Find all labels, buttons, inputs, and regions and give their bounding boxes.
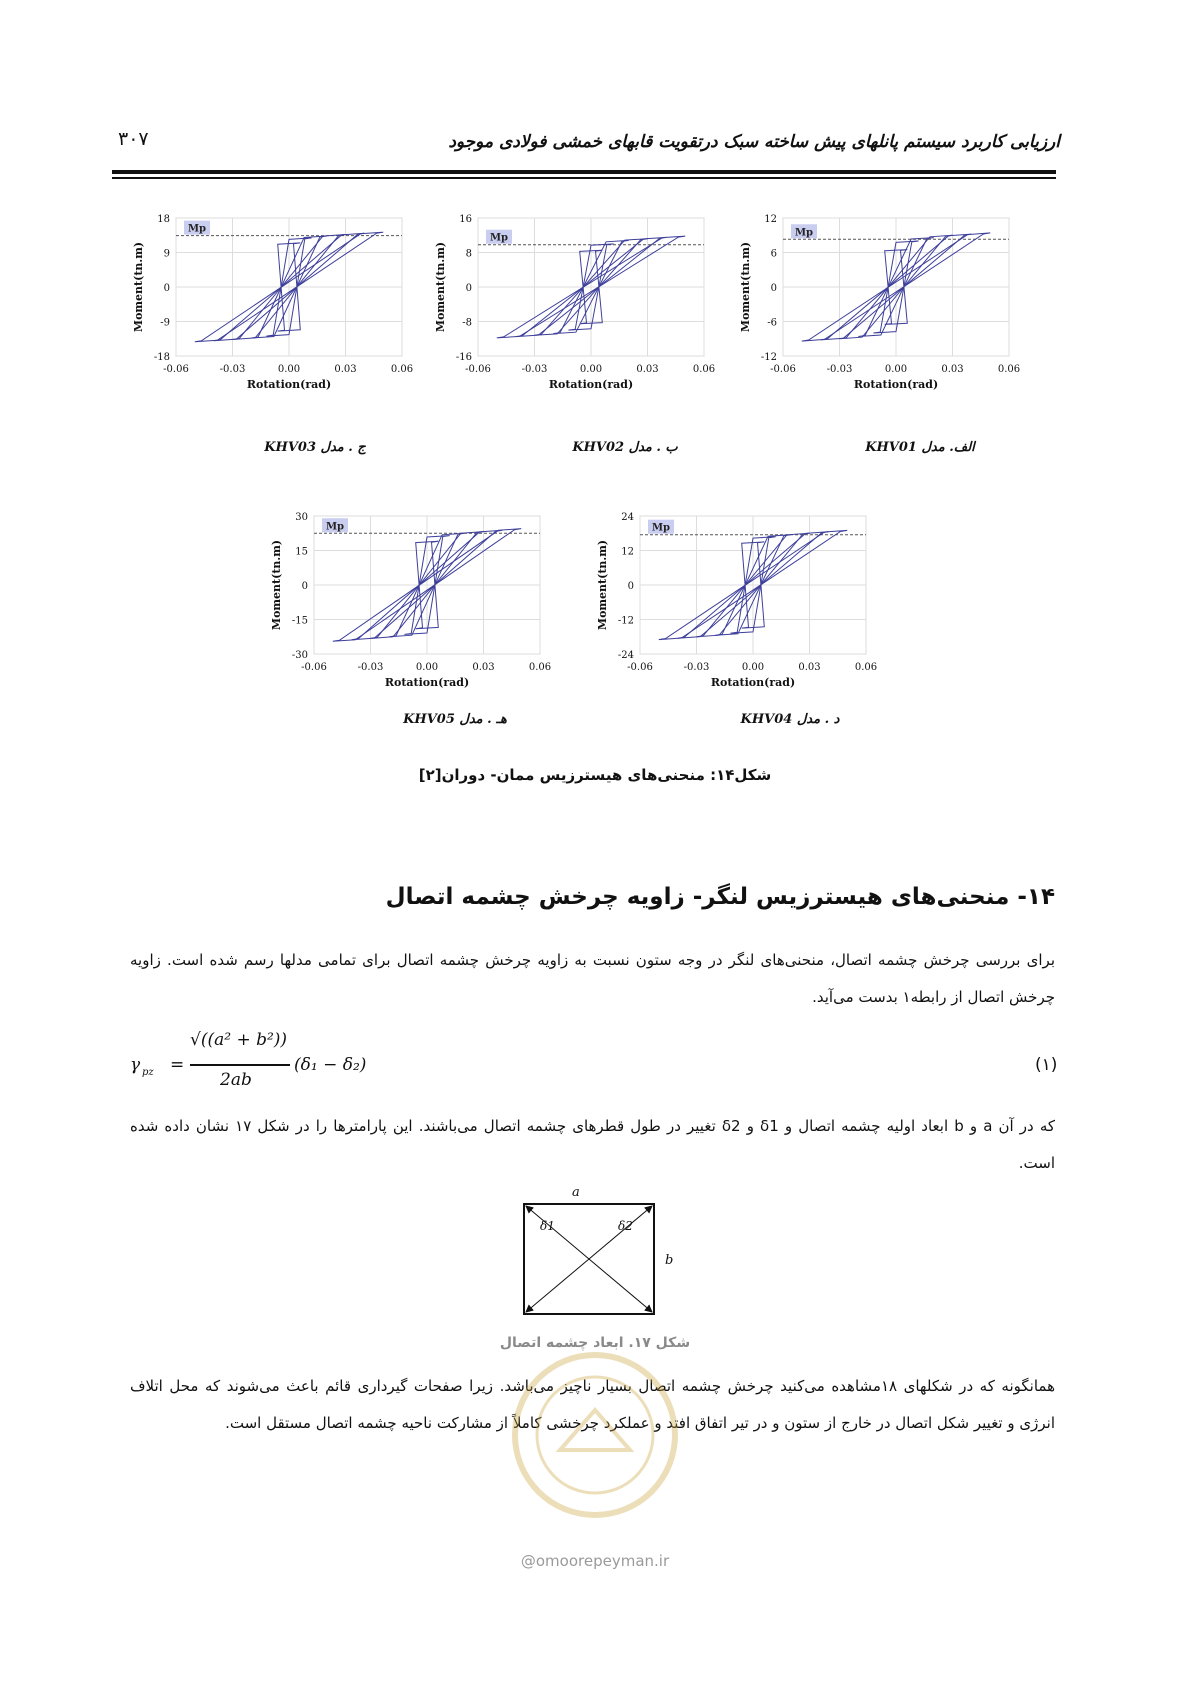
x-tick-label: 0.06 xyxy=(390,364,414,375)
y-tick-label: 0 xyxy=(163,283,170,294)
chart-svg-khv04 xyxy=(592,508,892,723)
y-tick-label: -6 xyxy=(767,317,777,329)
equation-number: (۱) xyxy=(1035,1055,1058,1075)
x-tick-label: -0.06 xyxy=(770,364,796,375)
chart-khv05 xyxy=(266,508,566,723)
y-axis-label: Moment(tn.m) xyxy=(434,241,447,333)
watermark-seal xyxy=(470,1340,720,1524)
x-tick-label: -0.03 xyxy=(357,662,384,673)
mp-label: Mp xyxy=(187,223,207,235)
figure-17-label-a: a xyxy=(572,1185,580,1200)
figure-17-label-delta2: δ2 xyxy=(618,1219,633,1233)
mp-label: Mp xyxy=(489,232,509,244)
chart-svg-khv05 xyxy=(266,508,566,723)
x-tick-label: 0.03 xyxy=(941,364,964,375)
y-tick-label: -15 xyxy=(291,615,308,627)
y-tick-label: -18 xyxy=(153,352,170,363)
section-heading: ۱۴- منحنی‌های هیسترزیس لنگر- زاویه چرخش چشمه اتصال xyxy=(385,884,1055,910)
y-tick-label: -16 xyxy=(455,352,472,363)
y-axis-label: Moment(tn.m) xyxy=(739,241,752,333)
x-tick-label: -0.06 xyxy=(163,364,189,375)
mp-label: Mp xyxy=(651,522,671,534)
paragraph-2: که در آن a و b ابعاد اولیه چشمه اتصال و δ1 و δ2 تغییر در طول قطرهای چشمه اتصال می‌باشند. این پارامترها را در شکل ۱۷ نشان داده شده است. xyxy=(130,1117,1056,1172)
chart-khv01 xyxy=(735,210,1035,425)
eq-denominator: 2ab xyxy=(220,1070,252,1090)
chart-khv04 xyxy=(592,508,892,723)
x-axis-label: Rotation(rad) xyxy=(384,676,470,689)
x-tick-label: -0.03 xyxy=(219,364,246,375)
eq-numerator: √((a² + b²)) xyxy=(190,1030,288,1050)
figure-17-svg xyxy=(510,1180,680,1330)
x-axis-label: Rotation(rad) xyxy=(710,676,796,689)
chart-caption-khv01: الف. مدل KHV01 xyxy=(865,440,975,455)
x-tick-label: 0.00 xyxy=(741,662,765,673)
y-tick-label: 15 xyxy=(295,546,308,558)
x-tick-label: 0.06 xyxy=(692,364,716,375)
chart-khv02 xyxy=(430,210,730,425)
y-tick-label: -8 xyxy=(462,317,472,329)
chart-svg-khv01 xyxy=(735,210,1035,425)
x-tick-label: 0.03 xyxy=(334,364,357,375)
x-tick-label: -0.03 xyxy=(521,364,548,375)
figure-17-panel-zone xyxy=(510,1180,680,1334)
watermark-seal-svg xyxy=(470,1340,720,1520)
y-tick-label: 0 xyxy=(465,283,472,294)
y-tick-label: 12 xyxy=(764,214,777,225)
x-tick-label: -0.06 xyxy=(301,662,327,673)
figure-17-caption: شکل ۱۷. ابعاد چشمه اتصال xyxy=(499,1335,691,1351)
y-tick-label: 12 xyxy=(621,546,634,558)
x-tick-label: 0.06 xyxy=(997,364,1021,375)
x-tick-label: 0.00 xyxy=(415,662,439,673)
x-tick-label: 0.03 xyxy=(798,662,821,673)
y-tick-label: -30 xyxy=(291,650,308,661)
watermark-text: @omoorepeyman.ir xyxy=(520,1552,670,1570)
mp-label: Mp xyxy=(325,521,345,533)
figure-17-label-delta1: δ1 xyxy=(540,1219,555,1233)
y-tick-label: -12 xyxy=(760,352,777,363)
eq-factor: (δ₁ − δ₂) xyxy=(294,1055,367,1075)
paragraph-3: همانگونه که در شکلهای ۱۸مشاهده می‌کنید چرخش چشمه اتصال بسیار ناچیز می‌باشد. زیرا صفحات گیرداری قائم باعث می‌شوند که محل اتلاف انرژی و تغییر شکل اتصال در خارج از ستون و در تیر اتفاق افتد و عملکرد چرخشی کاملاً از مشارکت ناحیه چشمه اتصال مستقل است. xyxy=(130,1377,1055,1432)
diagonal-1 xyxy=(526,1206,589,1259)
x-axis-label: Rotation(rad) xyxy=(853,378,939,391)
figure-14-caption: شکل۱۴: منحنی‌های هیسترزیس ممان- دوران[۲] xyxy=(418,766,772,784)
page-number: ۳۰۷ xyxy=(118,128,149,150)
header-rule-thick xyxy=(112,170,1056,174)
y-tick-label: 0 xyxy=(627,581,634,592)
x-tick-label: 0.00 xyxy=(579,364,603,375)
running-header-title: ارزیابی کاربرد سیستم پانلهای پیش ساخته سبک درتقویت قابهای خمشی فولادی موجود xyxy=(448,132,1060,152)
chart-svg-khv02 xyxy=(430,210,730,425)
y-tick-label: -12 xyxy=(617,615,634,627)
y-axis-label: Moment(tn.m) xyxy=(596,539,609,631)
diagonal-4 xyxy=(589,1259,652,1312)
y-tick-label: 0 xyxy=(301,581,308,592)
x-tick-label: -0.06 xyxy=(627,662,653,673)
x-tick-label: 0.06 xyxy=(528,662,552,673)
diagonal-3 xyxy=(526,1259,589,1312)
figure-17-label-b: b xyxy=(665,1253,674,1268)
chart-caption-khv04: د . مدل KHV04 xyxy=(740,712,840,727)
x-tick-label: -0.03 xyxy=(826,364,853,375)
mp-label: Mp xyxy=(794,227,814,239)
x-axis-label: Rotation(rad) xyxy=(246,378,332,391)
chart-svg-khv03 xyxy=(128,210,428,425)
x-axis-label: Rotation(rad) xyxy=(548,378,634,391)
y-axis-label: Moment(tn.m) xyxy=(132,241,145,333)
x-tick-label: 0.00 xyxy=(277,364,301,375)
paragraph-1: برای بررسی چرخش چشمه اتصال، منحنی‌های لنگر در وجه ستون نسبت به زاویه چرخش چشمه اتصال برای تمامی مدلها رسم شده است. زاویه چرخش اتصال از رابطه۱ بدست می‌آید. xyxy=(130,951,1055,1006)
chart-caption-khv03: ج . مدل KHV03 xyxy=(264,440,366,455)
x-tick-label: 0.03 xyxy=(472,662,495,673)
y-tick-label: 30 xyxy=(295,512,308,523)
x-tick-label: 0.03 xyxy=(636,364,659,375)
y-tick-label: -9 xyxy=(160,317,170,329)
y-tick-label: -24 xyxy=(617,650,634,661)
eq-lhs-subscript: pz xyxy=(142,1067,154,1078)
x-tick-label: 0.06 xyxy=(854,662,878,673)
y-tick-label: 9 xyxy=(163,248,170,260)
header-rule-thin xyxy=(112,177,1056,179)
y-axis-label: Moment(tn.m) xyxy=(270,539,283,631)
eq-equals: = xyxy=(170,1055,185,1075)
x-tick-label: -0.03 xyxy=(683,662,710,673)
y-tick-label: 16 xyxy=(459,214,472,225)
x-tick-label: -0.06 xyxy=(465,364,491,375)
y-tick-label: 8 xyxy=(465,248,472,260)
y-tick-label: 6 xyxy=(770,248,777,260)
y-tick-label: 18 xyxy=(157,214,170,225)
y-tick-label: 0 xyxy=(770,283,777,294)
chart-khv03 xyxy=(128,210,428,425)
chart-caption-khv02: ب . مدل KHV02 xyxy=(572,440,678,455)
eq-fraction-bar xyxy=(190,1064,290,1066)
eq-lhs: γ xyxy=(130,1055,141,1075)
chart-caption-khv05: هـ . مدل KHV05 xyxy=(403,712,507,727)
y-tick-label: 24 xyxy=(621,512,634,523)
x-tick-label: 0.00 xyxy=(884,364,908,375)
equation-1 xyxy=(130,1024,370,1100)
